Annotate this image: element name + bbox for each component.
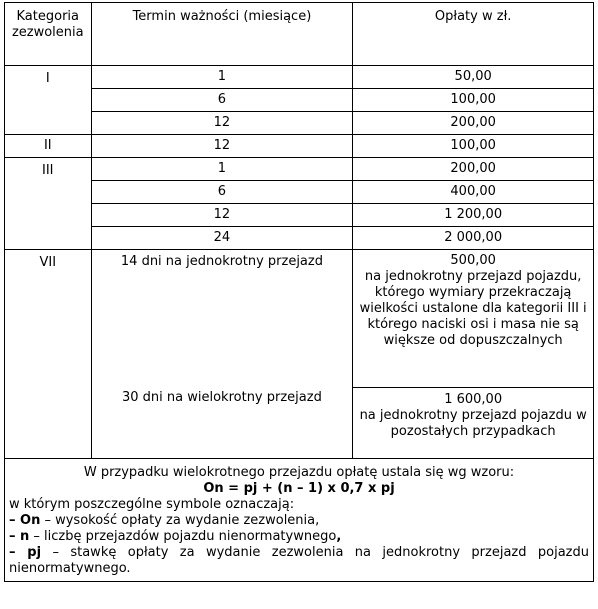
- fee-cell: 100,00: [353, 135, 594, 158]
- formula-row: [5, 459, 594, 582]
- symbol-n-desc: – liczbę przejazdów pojazdu nienormatywnego: [29, 529, 337, 544]
- table-row: [5, 158, 594, 181]
- term-single-trip: 14 dni na jednokrotny przejazd: [120, 254, 323, 269]
- category-cell-III: III: [5, 158, 92, 250]
- formula-symbol-pj: [9, 545, 589, 577]
- formula-legend-intro: w którym poszczególne symbole oznaczają:: [9, 497, 295, 512]
- fee-cell: 200,00: [353, 158, 594, 181]
- table-row: [5, 181, 594, 204]
- formula-cell: [5, 459, 594, 582]
- fee-cell: 1 200,00: [353, 204, 594, 227]
- header-fee: Opłaty w zł.: [353, 3, 594, 66]
- header-category: Kategoria zezwolenia: [5, 3, 92, 66]
- term-cell: 1: [91, 66, 353, 89]
- fee-cell: 50,00: [353, 66, 594, 89]
- table-row: [5, 66, 594, 89]
- term-multi-trip: 30 dni na wielokrotny przejazd: [122, 390, 322, 405]
- symbol-pj: – pj: [9, 545, 42, 560]
- table-row: [5, 227, 594, 250]
- category-cell-VII: VII: [5, 250, 92, 459]
- table-header-row: [5, 3, 594, 66]
- symbol-pj-desc: – stawkę opłaty za wydanie zezwolenia na jednokrotny przejazd pojazdu nienormatywnego.: [9, 545, 589, 576]
- permit-fee-table: [4, 2, 594, 582]
- symbol-n: – n: [9, 529, 30, 544]
- term-cell: 12: [91, 204, 353, 227]
- table-row: [5, 250, 594, 388]
- category-cell-I: I: [5, 66, 92, 135]
- table-row: [5, 89, 594, 112]
- formula-equation: On = pj + (n – 1) x 0,7 x pj: [203, 481, 395, 496]
- symbol-on: – On: [9, 513, 41, 528]
- term-cell: 6: [91, 181, 353, 204]
- fee-single-desc: na jednokrotny przejazd pojazdu, którego wymiary przekraczają wielkości ustalone dla kategorii III i którego naciski osi i masa nie są większe od dopuszczalnych: [359, 269, 587, 348]
- fee-cell: 2 000,00: [353, 227, 594, 250]
- category-cell-II: II: [5, 135, 92, 158]
- term-cell: 12: [91, 112, 353, 135]
- fee-cell: 400,00: [353, 181, 594, 204]
- term-cell: 6: [91, 89, 353, 112]
- formula-symbol-n: [9, 529, 589, 545]
- symbol-n-comma: ,: [336, 529, 342, 544]
- term-cell: 12: [91, 135, 353, 158]
- fee-table-container: [4, 2, 594, 582]
- term-cell-VII: [91, 250, 353, 459]
- fee-cell: 100,00: [353, 89, 594, 112]
- term-cell: 1: [91, 158, 353, 181]
- fee-cell-multi: [353, 388, 594, 459]
- symbol-on-desc: – wysokość opłaty za wydanie zezwolenia,: [40, 513, 320, 528]
- formula-symbol-on: [9, 513, 589, 529]
- table-row: [5, 204, 594, 227]
- fee-multi-amount: 1 600,00: [444, 392, 503, 407]
- fee-cell: 200,00: [353, 112, 594, 135]
- header-term: Termin ważności (miesiące): [91, 3, 353, 66]
- table-row: [5, 135, 594, 158]
- fee-cell-single: [353, 250, 594, 388]
- fee-multi-desc: na jednokrotny przejazd pojazdu w pozostałych przypadkach: [359, 408, 587, 439]
- formula-intro: W przypadku wielokrotnego przejazdu opłatę ustala się wg wzoru:: [83, 465, 515, 480]
- term-cell: 24: [91, 227, 353, 250]
- fee-single-amount: 500,00: [450, 253, 496, 268]
- table-row: [5, 112, 594, 135]
